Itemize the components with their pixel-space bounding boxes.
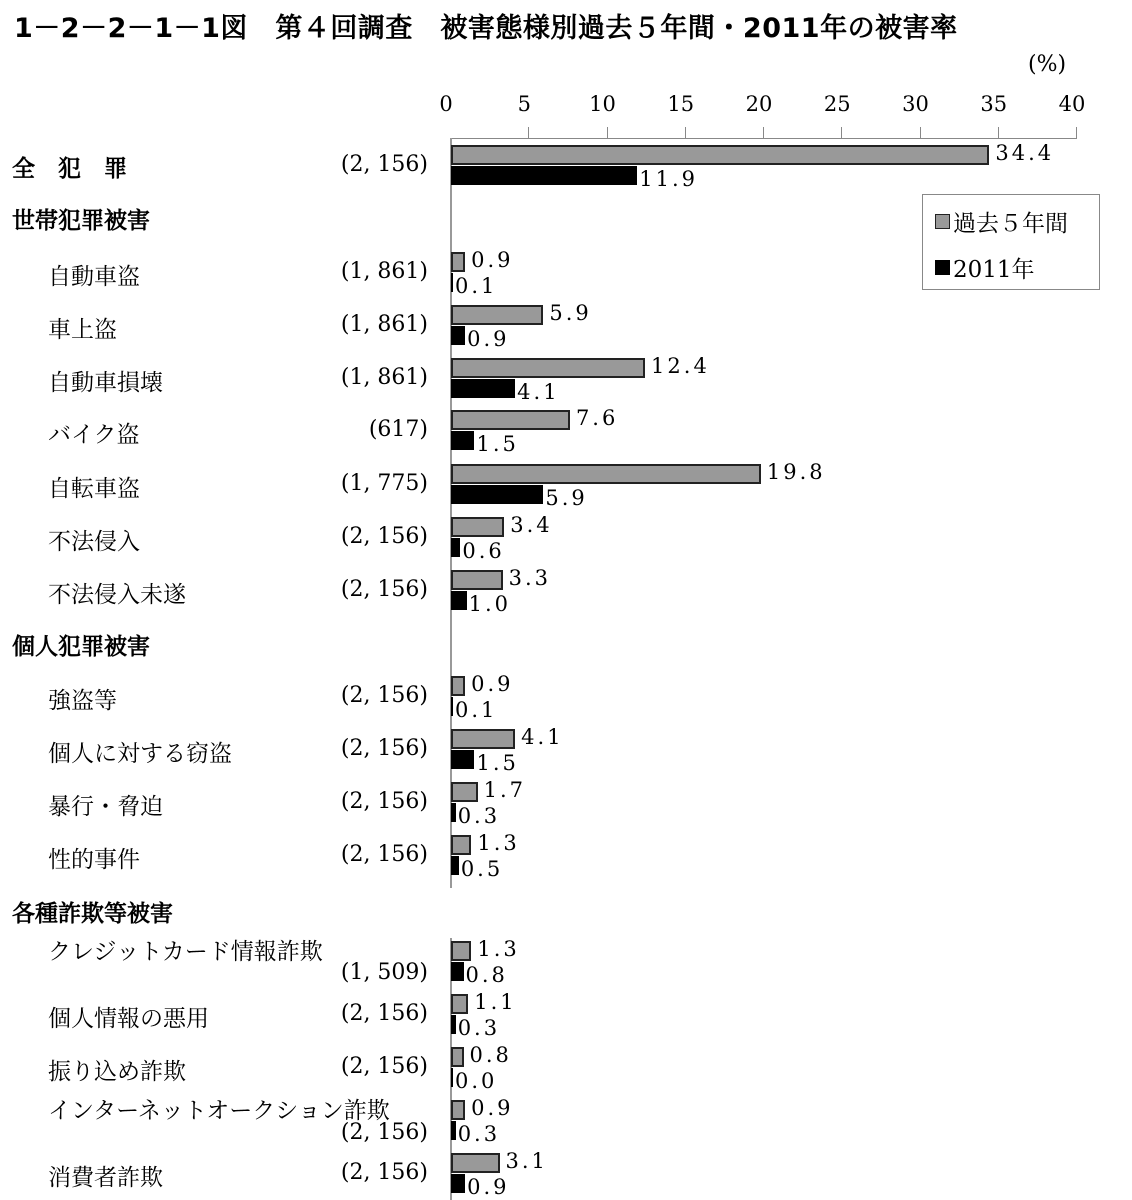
value-label-2011: 0.5: [460, 857, 504, 881]
sample-size: (1, 509): [340, 960, 428, 985]
bar-past-5-years: [451, 994, 468, 1014]
bar-2011: [451, 591, 467, 610]
category-label: 個人情報の悪用: [48, 1006, 209, 1032]
tick-label: 0: [439, 92, 453, 116]
axis-line: [451, 138, 1077, 139]
bar-2011: [451, 1015, 456, 1034]
category-label: 強盗等: [48, 688, 117, 714]
category-label: 自動車損壊: [48, 370, 163, 396]
bar-past-5-years: [451, 305, 543, 325]
sample-size: (2, 156): [340, 1054, 428, 1079]
sample-size: (2, 156): [340, 842, 428, 867]
category-label: 自動車盗: [48, 264, 140, 290]
sample-size: (2, 156): [340, 524, 428, 549]
category-label: バイク盗: [48, 422, 140, 448]
value-label-past-5-years: 0.9: [471, 672, 514, 696]
category-label: 性的事件: [48, 847, 140, 873]
tick-label: 25: [823, 92, 851, 116]
unit-label: (%): [1028, 52, 1067, 77]
sample-size: (2, 156): [340, 1120, 428, 1145]
chart-title: 1－2－2－1－1図 第４回調査 被害態様別過去５年間・2011年の被害率: [14, 13, 958, 44]
category-label: 不法侵入: [48, 529, 140, 555]
sample-size: (2, 156): [340, 1001, 428, 1026]
group-label: 各種詐欺等被害: [12, 901, 173, 927]
legend: [922, 194, 1100, 290]
value-label-2011: 5.9: [545, 486, 588, 510]
category-label: 消費者詐欺: [48, 1165, 163, 1191]
tick-label: 40: [1058, 92, 1086, 116]
legend-swatch-black: [935, 260, 950, 275]
tick-mark: [607, 127, 608, 138]
tick-mark: [763, 127, 764, 138]
value-label-2011: 1.5: [476, 751, 519, 775]
bar-2011: [451, 431, 474, 450]
sample-size: (617): [368, 417, 428, 442]
value-label-past-5-years: 3.1: [505, 1149, 548, 1173]
legend-item-2011: [935, 251, 1035, 284]
value-label-past-5-years: 34.4: [995, 141, 1055, 165]
bar-2011: [451, 1174, 465, 1193]
bar-2011: [451, 166, 637, 185]
bar-2011: [451, 803, 456, 822]
category-label: クレジットカード情報詐欺: [48, 939, 323, 965]
bar-past-5-years: [451, 676, 465, 696]
value-label-past-5-years: 19.8: [766, 460, 826, 484]
bar-past-5-years: [451, 941, 471, 961]
tick-mark: [841, 127, 842, 138]
value-label-2011: 1.5: [476, 432, 519, 456]
bar-past-5-years: [451, 782, 478, 802]
value-label-2011: 0.9: [467, 1175, 510, 1199]
tick-label: 30: [902, 92, 929, 116]
bar-past-5-years: [451, 1100, 465, 1120]
value-label-2011: 11.9: [639, 167, 698, 191]
category-label: 個人に対する窃盗: [48, 741, 232, 767]
bar-past-5-years: [451, 358, 645, 378]
sample-size: (2, 156): [340, 789, 428, 814]
value-label-past-5-years: 1.3: [477, 831, 520, 855]
value-label-past-5-years: 7.6: [575, 406, 619, 430]
value-label-2011: 0.3: [457, 1122, 501, 1146]
category-label: 振り込め詐欺: [48, 1059, 186, 1085]
sample-size: (2, 156): [340, 683, 428, 708]
sample-size: (1, 775): [340, 471, 428, 496]
value-label-2011: 0.9: [467, 327, 510, 351]
group-label: 世帯犯罪被害: [12, 208, 150, 234]
bar-past-5-years: [451, 464, 761, 484]
value-label-2011: 0.3: [457, 804, 501, 828]
value-label-past-5-years: 12.4: [651, 354, 710, 378]
sample-size: (2, 156): [340, 577, 428, 602]
legend-label: 2011年: [953, 257, 1035, 283]
legend-swatch-gray: [935, 214, 950, 229]
tick-label: 20: [745, 92, 773, 116]
value-label-2011: 0.8: [465, 963, 508, 987]
bar-2011: [451, 273, 453, 292]
value-label-past-5-years: 0.9: [471, 1096, 514, 1120]
y-axis-line: [450, 138, 452, 888]
tick-label: 10: [589, 92, 616, 116]
bar-past-5-years: [451, 1153, 500, 1173]
value-label-past-5-years: 1.3: [477, 937, 520, 961]
bar-past-5-years: [451, 570, 503, 590]
bar-2011: [451, 697, 453, 716]
group-label: 個人犯罪被害: [12, 634, 150, 660]
sample-size: (2, 156): [340, 736, 428, 761]
legend-item-past-5-years: [935, 205, 1068, 238]
bar-past-5-years: [451, 252, 465, 272]
tick-mark: [1076, 127, 1077, 138]
bar-2011: [451, 1121, 456, 1140]
legend-label: 過去５年間: [953, 211, 1068, 237]
bar-2011: [451, 326, 465, 345]
sample-size: (1, 861): [340, 365, 428, 390]
bar-2011: [451, 485, 543, 504]
value-label-2011: 0.1: [455, 698, 498, 722]
value-label-2011: 0.3: [457, 1016, 501, 1040]
bar-2011: [451, 1068, 453, 1087]
value-label-2011: 0.1: [455, 274, 498, 298]
sample-size: (2, 156): [340, 152, 428, 177]
tick-mark: [998, 127, 999, 138]
value-label-past-5-years: 0.8: [469, 1043, 512, 1067]
value-label-past-5-years: 4.1: [521, 725, 564, 749]
sample-size: (2, 156): [340, 1160, 428, 1185]
tick-mark: [528, 127, 529, 138]
bar-past-5-years: [451, 410, 570, 430]
value-label-past-5-years: 1.7: [483, 778, 526, 802]
tick-label: 15: [667, 92, 695, 116]
tick-label: 5: [517, 92, 531, 116]
value-label-2011: 4.1: [517, 380, 560, 404]
value-label-past-5-years: 1.1: [474, 990, 517, 1014]
group-label: 全 犯 罪: [12, 156, 127, 182]
bar-past-5-years: [451, 145, 989, 165]
category-label: 不法侵入未遂: [48, 582, 186, 608]
category-label: 車上盗: [48, 317, 117, 343]
bar-2011: [451, 538, 460, 557]
tick-mark: [685, 127, 686, 138]
category-label: 暴行・脅迫: [48, 794, 163, 820]
category-label: インターネットオークション詐欺: [48, 1098, 390, 1124]
sample-size: (1, 861): [340, 312, 428, 337]
value-label-2011: 0.6: [462, 539, 505, 563]
bar-past-5-years: [451, 835, 471, 855]
bar-2011: [451, 750, 474, 769]
tick-mark: [920, 127, 921, 138]
bar-past-5-years: [451, 517, 504, 537]
value-label-2011: 0.0: [455, 1069, 498, 1093]
value-label-past-5-years: 5.9: [549, 301, 592, 325]
value-label-past-5-years: 3.4: [510, 513, 553, 537]
value-label-past-5-years: 3.3: [508, 566, 552, 590]
category-label: 自転車盗: [48, 476, 140, 502]
bar-past-5-years: [451, 1047, 464, 1067]
sample-size: (1, 861): [340, 259, 428, 284]
bar-2011: [451, 379, 515, 398]
value-label-2011: 1.0: [468, 592, 512, 616]
value-label-past-5-years: 0.9: [471, 248, 514, 272]
tick-label: 35: [980, 92, 1008, 116]
bar-past-5-years: [451, 729, 515, 749]
bar-2011: [451, 856, 459, 875]
bar-2011: [451, 962, 464, 981]
